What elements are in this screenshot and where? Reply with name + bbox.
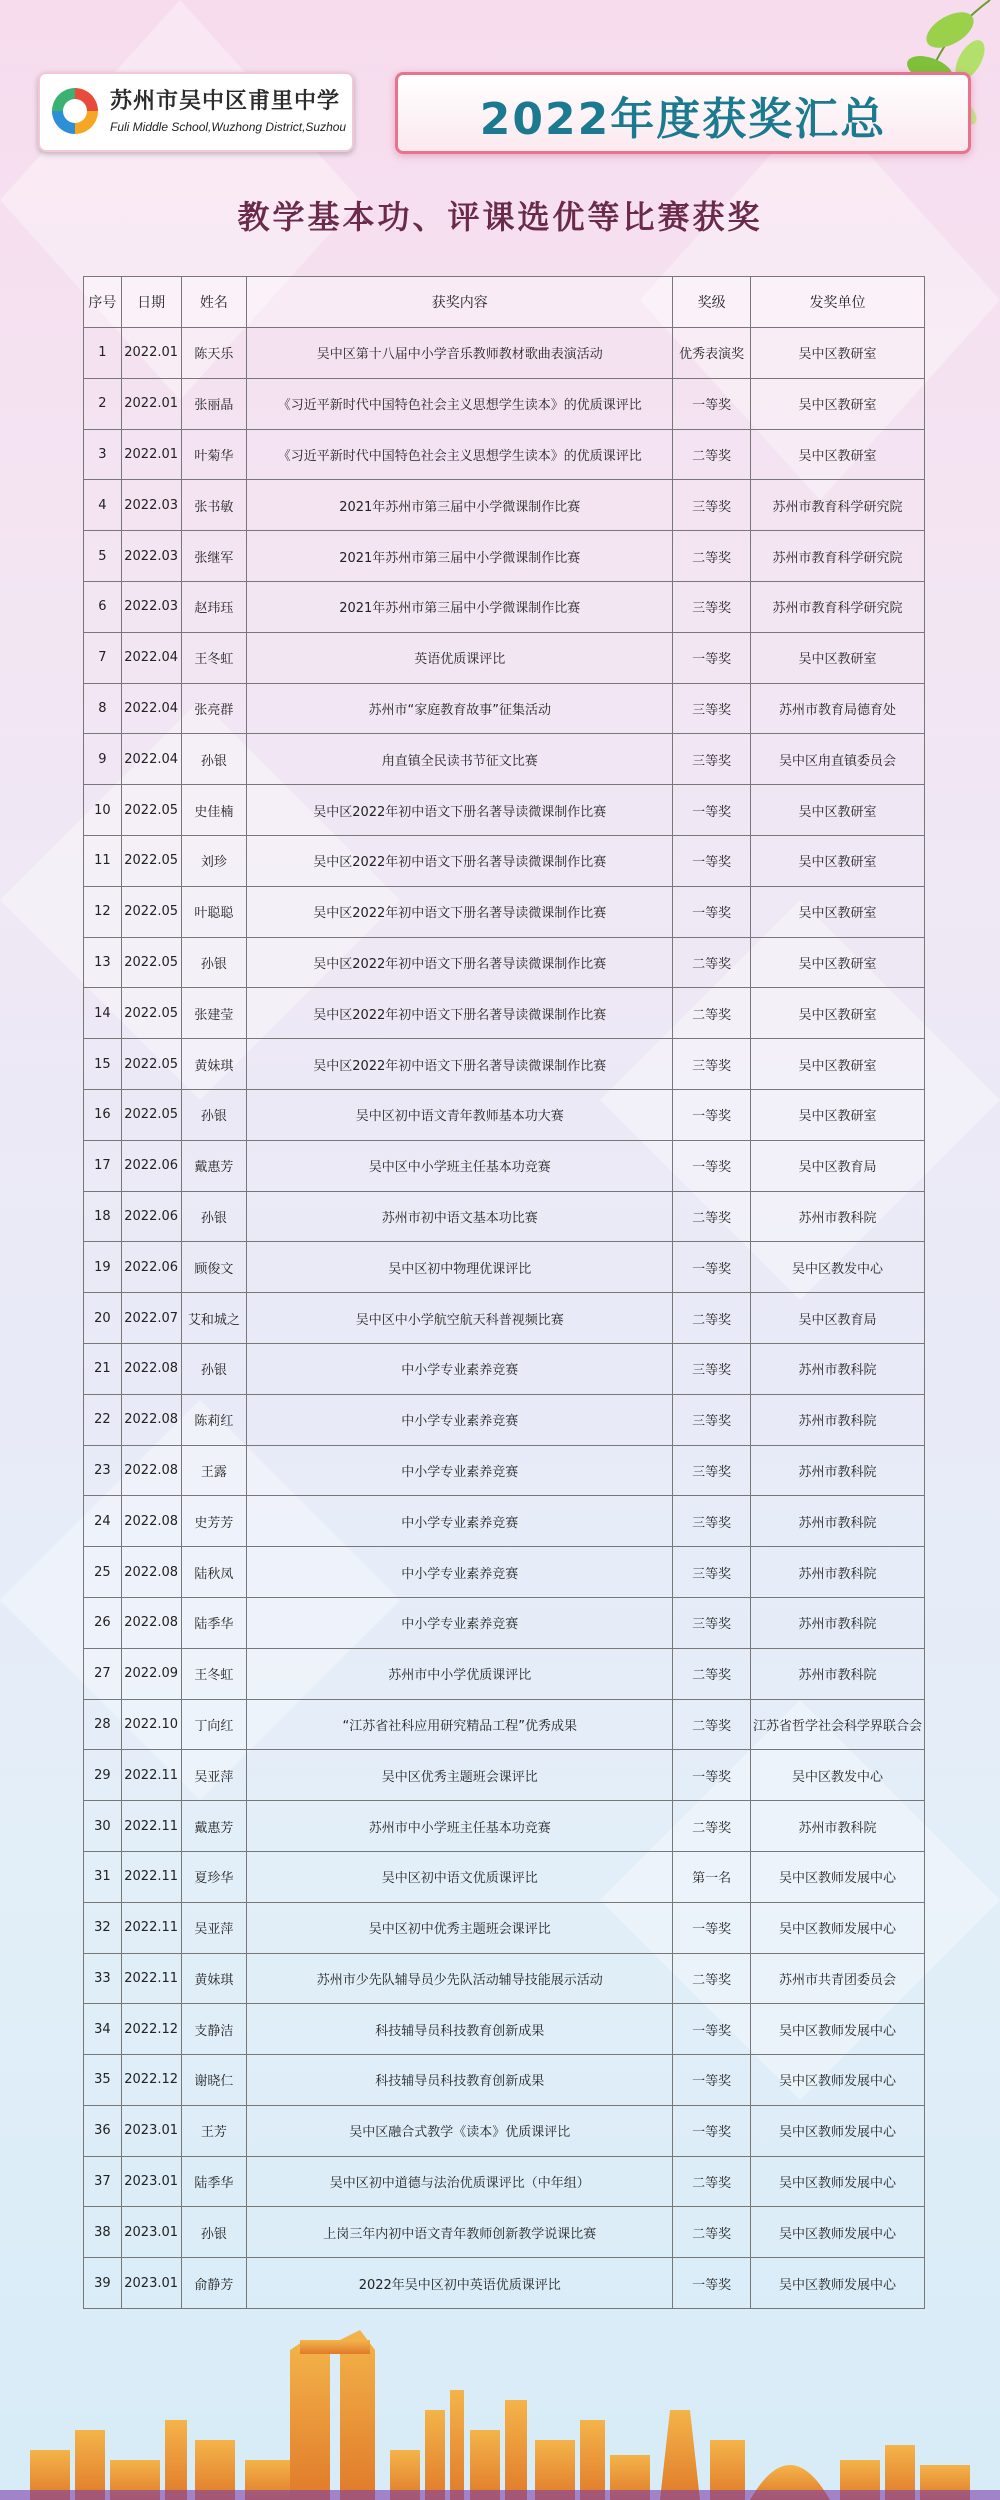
cell-issuer: 吴中区教师发展中心	[750, 2207, 924, 2258]
table-row	[84, 1648, 925, 1699]
cell-index: 14	[84, 988, 122, 1039]
cell-level: 一等奖	[673, 378, 751, 429]
cell-level: 一等奖	[673, 2004, 751, 2055]
cell-content: 2022年吴中区初中英语优质课评比	[247, 2258, 673, 2309]
table-row	[84, 1496, 925, 1547]
cell-index: 22	[84, 1394, 122, 1445]
cell-name: 张继军	[181, 531, 246, 582]
cell-date: 2022.05	[121, 1039, 181, 1090]
cell-issuer: 苏州市教科院	[750, 1648, 924, 1699]
cell-content: 科技辅导员科技教育创新成果	[247, 2004, 673, 2055]
cell-name: 陈莉红	[181, 1394, 246, 1445]
cell-issuer: 吴中区教师发展中心	[750, 2055, 924, 2106]
cell-level: 一等奖	[673, 835, 751, 886]
cell-level: 三等奖	[673, 1343, 751, 1394]
cell-issuer: 苏州市教科院	[750, 1343, 924, 1394]
cell-level: 一等奖	[673, 1242, 751, 1293]
header-issuer: 发奖单位	[750, 277, 924, 328]
cell-index: 16	[84, 1089, 122, 1140]
header-level: 奖级	[673, 277, 751, 328]
table-row	[84, 378, 925, 429]
cell-name: 吴亚萍	[181, 1902, 246, 1953]
cell-level: 二等奖	[673, 988, 751, 1039]
cell-issuer: 吴中区教研室	[750, 632, 924, 683]
cell-name: 陆季华	[181, 1597, 246, 1648]
cell-date: 2022.09	[121, 1648, 181, 1699]
cell-index: 30	[84, 1801, 122, 1852]
cell-content: 上岗三年内初中语文青年教师创新教学说课比赛	[247, 2207, 673, 2258]
cell-date: 2022.01	[121, 328, 181, 379]
table-row	[84, 1750, 925, 1801]
cell-date: 2022.08	[121, 1547, 181, 1598]
cell-name: 王冬虹	[181, 1648, 246, 1699]
cell-name: 夏珍华	[181, 1851, 246, 1902]
cell-content: 中小学专业素养竞赛	[247, 1394, 673, 1445]
cell-content: 中小学专业素养竞赛	[247, 1445, 673, 1496]
cell-issuer: 苏州市共青团委员会	[750, 1953, 924, 2004]
cell-content: 吴中区2022年初中语文下册名著导读微课制作比赛	[247, 835, 673, 886]
cell-content: 中小学专业素养竞赛	[247, 1343, 673, 1394]
cell-content: 中小学专业素养竞赛	[247, 1547, 673, 1598]
cell-date: 2022.04	[121, 632, 181, 683]
table-row	[84, 1242, 925, 1293]
cell-content: 吴中区融合式教学《读本》优质课评比	[247, 2105, 673, 2156]
table-row	[84, 581, 925, 632]
cell-content: 中小学专业素养竞赛	[247, 1496, 673, 1547]
cell-date: 2022.06	[121, 1191, 181, 1242]
table-row	[84, 2004, 925, 2055]
cell-date: 2022.05	[121, 835, 181, 886]
cell-index: 29	[84, 1750, 122, 1801]
cell-level: 三等奖	[673, 480, 751, 531]
cell-level: 一等奖	[673, 1140, 751, 1191]
cell-date: 2022.05	[121, 988, 181, 1039]
cell-date: 2022.08	[121, 1394, 181, 1445]
cell-content: “江苏省社科应用研究精品工程”优秀成果	[247, 1699, 673, 1750]
cell-level: 一等奖	[673, 785, 751, 836]
cell-issuer: 吴中区教育局	[750, 1140, 924, 1191]
table-row	[84, 1445, 925, 1496]
header-content: 获奖内容	[247, 277, 673, 328]
cell-name: 孙银	[181, 937, 246, 988]
cell-date: 2022.10	[121, 1699, 181, 1750]
cell-index: 32	[84, 1902, 122, 1953]
cell-level: 二等奖	[673, 1648, 751, 1699]
cell-index: 24	[84, 1496, 122, 1547]
cell-name: 张书敏	[181, 480, 246, 531]
cell-name: 黄妹琪	[181, 1039, 246, 1090]
cell-content: 中小学专业素养竞赛	[247, 1597, 673, 1648]
cell-index: 26	[84, 1597, 122, 1648]
cell-issuer: 吴中区教研室	[750, 1039, 924, 1090]
cell-index: 18	[84, 1191, 122, 1242]
cell-issuer: 吴中区教研室	[750, 988, 924, 1039]
cell-index: 36	[84, 2105, 122, 2156]
cell-date: 2022.01	[121, 429, 181, 480]
cell-date: 2022.08	[121, 1496, 181, 1547]
cell-date: 2022.05	[121, 1089, 181, 1140]
table-row	[84, 886, 925, 937]
cell-index: 31	[84, 1851, 122, 1902]
cell-name: 史芳芳	[181, 1496, 246, 1547]
cell-date: 2022.08	[121, 1445, 181, 1496]
cell-date: 2022.06	[121, 1242, 181, 1293]
cell-issuer: 吴中区教发中心	[750, 1242, 924, 1293]
cell-name: 张亮群	[181, 683, 246, 734]
cell-level: 三等奖	[673, 734, 751, 785]
cell-issuer: 吴中区教研室	[750, 937, 924, 988]
table-row	[84, 1953, 925, 2004]
cell-date: 2022.12	[121, 2055, 181, 2106]
cell-date: 2022.03	[121, 531, 181, 582]
cell-content: 吴中区初中道德与法治优质课评比（中年组）	[247, 2156, 673, 2207]
cell-content: 科技辅导员科技教育创新成果	[247, 2055, 673, 2106]
cell-index: 12	[84, 886, 122, 937]
cell-name: 戴惠芳	[181, 1801, 246, 1852]
table-row	[84, 2105, 925, 2156]
cell-content: 吴中区初中语文优质课评比	[247, 1851, 673, 1902]
cell-level: 三等奖	[673, 683, 751, 734]
cell-name: 孙银	[181, 1191, 246, 1242]
table-row	[84, 1039, 925, 1090]
table-row	[84, 937, 925, 988]
cell-issuer: 苏州市教科院	[750, 1191, 924, 1242]
cell-level: 二等奖	[673, 1293, 751, 1344]
cell-name: 黄妹琪	[181, 1953, 246, 2004]
cell-issuer: 吴中区教师发展中心	[750, 2105, 924, 2156]
table-row	[84, 429, 925, 480]
cell-content: 苏州市初中语文基本功比赛	[247, 1191, 673, 1242]
cell-name: 吴亚萍	[181, 1750, 246, 1801]
cell-content: 吴中区2022年初中语文下册名著导读微课制作比赛	[247, 937, 673, 988]
cell-date: 2023.01	[121, 2258, 181, 2309]
cell-level: 优秀表演奖	[673, 328, 751, 379]
cell-content: 吴中区初中优秀主题班会课评比	[247, 1902, 673, 1953]
cell-issuer: 吴中区教研室	[750, 1089, 924, 1140]
table-row	[84, 988, 925, 1039]
cell-date: 2022.12	[121, 2004, 181, 2055]
cell-name: 陆季华	[181, 2156, 246, 2207]
cell-level: 三等奖	[673, 1597, 751, 1648]
table-row	[84, 1699, 925, 1750]
cell-name: 史佳楠	[181, 785, 246, 836]
table-row	[84, 1547, 925, 1598]
table-row	[84, 1902, 925, 1953]
cell-index: 3	[84, 429, 122, 480]
cell-content: 《习近平新时代中国特色社会主义思想学生读本》的优质课评比	[247, 429, 673, 480]
cell-issuer: 吴中区教师发展中心	[750, 1851, 924, 1902]
cell-date: 2022.08	[121, 1343, 181, 1394]
cell-issuer: 吴中区甪直镇委员会	[750, 734, 924, 785]
cell-level: 一等奖	[673, 1902, 751, 1953]
school-name-en: Fuli Middle School,Wuzhong District,Suzhou	[110, 120, 347, 134]
cell-index: 15	[84, 1039, 122, 1090]
cell-level: 一等奖	[673, 632, 751, 683]
header-date: 日期	[121, 277, 181, 328]
cell-date: 2022.08	[121, 1597, 181, 1648]
cell-name: 戴惠芳	[181, 1140, 246, 1191]
table-row	[84, 480, 925, 531]
cell-content: 苏州市少先队辅导员少先队活动辅导技能展示活动	[247, 1953, 673, 2004]
cell-index: 39	[84, 2258, 122, 2309]
table-row	[84, 1597, 925, 1648]
cell-issuer: 吴中区教发中心	[750, 1750, 924, 1801]
cell-level: 第一名	[673, 1851, 751, 1902]
cell-name: 张丽晶	[181, 378, 246, 429]
cell-name: 叶聪聪	[181, 886, 246, 937]
cell-name: 丁向红	[181, 1699, 246, 1750]
cell-level: 三等奖	[673, 1394, 751, 1445]
cell-name: 陆秋凤	[181, 1547, 246, 1598]
cell-content: 吴中区2022年初中语文下册名著导读微课制作比赛	[247, 785, 673, 836]
cell-issuer: 吴中区教研室	[750, 378, 924, 429]
table-row	[84, 683, 925, 734]
cell-issuer: 吴中区教研室	[750, 886, 924, 937]
cell-level: 二等奖	[673, 1699, 751, 1750]
cell-level: 三等奖	[673, 1496, 751, 1547]
cell-issuer: 苏州市教科院	[750, 1445, 924, 1496]
cell-issuer: 苏州市教育科学研究院	[750, 480, 924, 531]
table-row	[84, 1851, 925, 1902]
page-title: 2022年度获奖汇总	[479, 94, 887, 145]
cell-name: 孙银	[181, 1089, 246, 1140]
cell-level: 一等奖	[673, 1089, 751, 1140]
table-row	[84, 2156, 925, 2207]
cell-content: 吴中区2022年初中语文下册名著导读微课制作比赛	[247, 1039, 673, 1090]
cell-index: 10	[84, 785, 122, 836]
cell-level: 三等奖	[673, 1039, 751, 1090]
table-header-row	[84, 277, 925, 328]
cell-content: 2021年苏州市第三届中小学微课制作比赛	[247, 531, 673, 582]
table-body	[84, 328, 925, 2309]
cell-content: 英语优质课评比	[247, 632, 673, 683]
cell-level: 三等奖	[673, 581, 751, 632]
cell-date: 2022.01	[121, 378, 181, 429]
cell-issuer: 吴中区教师发展中心	[750, 2258, 924, 2309]
cell-index: 9	[84, 734, 122, 785]
cell-date: 2022.11	[121, 1801, 181, 1852]
table-row	[84, 835, 925, 886]
table-row	[84, 1089, 925, 1140]
table-row	[84, 632, 925, 683]
cell-level: 一等奖	[673, 886, 751, 937]
cell-issuer: 吴中区教师发展中心	[750, 2004, 924, 2055]
cell-name: 艾和城之	[181, 1293, 246, 1344]
cell-name: 顾俊文	[181, 1242, 246, 1293]
cell-level: 二等奖	[673, 1953, 751, 2004]
cell-issuer: 苏州市教科院	[750, 1547, 924, 1598]
cell-index: 13	[84, 937, 122, 988]
cell-index: 35	[84, 2055, 122, 2106]
cell-index: 34	[84, 2004, 122, 2055]
cell-issuer: 苏州市教科院	[750, 1597, 924, 1648]
cell-index: 1	[84, 328, 122, 379]
cell-issuer: 苏州市教育科学研究院	[750, 531, 924, 582]
cell-content: 苏州市“家庭教育故事”征集活动	[247, 683, 673, 734]
cell-issuer: 吴中区教研室	[750, 328, 924, 379]
cell-content: 吴中区2022年初中语文下册名著导读微课制作比赛	[247, 886, 673, 937]
cell-content: 《习近平新时代中国特色社会主义思想学生读本》的优质课评比	[247, 378, 673, 429]
cell-issuer: 苏州市教科院	[750, 1394, 924, 1445]
cell-name: 赵玮珏	[181, 581, 246, 632]
cell-issuer: 吴中区教研室	[750, 785, 924, 836]
cell-content: 吴中区第十八届中小学音乐教师教材歌曲表演活动	[247, 328, 673, 379]
cell-name: 孙银	[181, 1343, 246, 1394]
table-row	[84, 531, 925, 582]
cell-index: 21	[84, 1343, 122, 1394]
cell-level: 一等奖	[673, 2055, 751, 2106]
table-row	[84, 2207, 925, 2258]
cell-level: 二等奖	[673, 1801, 751, 1852]
cell-level: 二等奖	[673, 2156, 751, 2207]
cell-level: 一等奖	[673, 2258, 751, 2309]
cell-date: 2022.04	[121, 734, 181, 785]
cell-name: 支静洁	[181, 2004, 246, 2055]
cell-index: 20	[84, 1293, 122, 1344]
cell-date: 2022.11	[121, 1851, 181, 1902]
table-row	[84, 1293, 925, 1344]
cell-index: 33	[84, 1953, 122, 2004]
cell-name: 王露	[181, 1445, 246, 1496]
cell-content: 2021年苏州市第三届中小学微课制作比赛	[247, 581, 673, 632]
table-row	[84, 328, 925, 379]
school-name-cn: 苏州市吴中区甫里中学	[110, 88, 341, 114]
cell-index: 25	[84, 1547, 122, 1598]
cell-index: 8	[84, 683, 122, 734]
cell-level: 二等奖	[673, 531, 751, 582]
cell-name: 孙银	[181, 734, 246, 785]
title-banner	[395, 72, 971, 154]
cell-content: 苏州市中小学优质课评比	[247, 1648, 673, 1699]
cell-name: 谢晓仁	[181, 2055, 246, 2106]
cell-content: 吴中区初中物理优课评比	[247, 1242, 673, 1293]
cell-content: 吴中区初中语文青年教师基本功大赛	[247, 1089, 673, 1140]
cell-level: 三等奖	[673, 1445, 751, 1496]
cell-index: 5	[84, 531, 122, 582]
cell-issuer: 苏州市教科院	[750, 1496, 924, 1547]
cell-name: 孙银	[181, 2207, 246, 2258]
cell-index: 23	[84, 1445, 122, 1496]
cell-date: 2022.03	[121, 480, 181, 531]
section-title: 教学基本功、评课选优等比赛获奖	[237, 198, 763, 236]
cell-content: 吴中区中小学航空航天科普视频比赛	[247, 1293, 673, 1344]
cell-level: 一等奖	[673, 2105, 751, 2156]
table-row	[84, 1191, 925, 1242]
cell-issuer: 苏州市教育科学研究院	[750, 581, 924, 632]
cell-date: 2022.11	[121, 1750, 181, 1801]
awards-table	[83, 276, 925, 2309]
cell-date: 2023.01	[121, 2105, 181, 2156]
cell-name: 王冬虹	[181, 632, 246, 683]
school-logo	[38, 72, 354, 152]
table-row	[84, 1140, 925, 1191]
cell-name: 王芳	[181, 2105, 246, 2156]
cell-level: 二等奖	[673, 2207, 751, 2258]
cell-date: 2022.11	[121, 1953, 181, 2004]
table-row	[84, 2055, 925, 2106]
table-row	[84, 1394, 925, 1445]
table-row	[84, 1801, 925, 1852]
cell-issuer: 吴中区教师发展中心	[750, 2156, 924, 2207]
cell-date: 2022.07	[121, 1293, 181, 1344]
cell-index: 6	[84, 581, 122, 632]
cell-issuer: 吴中区教师发展中心	[750, 1902, 924, 1953]
cell-index: 2	[84, 378, 122, 429]
table-row	[84, 2258, 925, 2309]
cell-index: 37	[84, 2156, 122, 2207]
cell-content: 吴中区中小学班主任基本功竞赛	[247, 1140, 673, 1191]
cell-index: 38	[84, 2207, 122, 2258]
cell-index: 27	[84, 1648, 122, 1699]
cell-index: 17	[84, 1140, 122, 1191]
cell-index: 7	[84, 632, 122, 683]
cell-date: 2022.06	[121, 1140, 181, 1191]
cell-level: 二等奖	[673, 1191, 751, 1242]
cell-issuer: 吴中区教研室	[750, 429, 924, 480]
cell-level: 二等奖	[673, 937, 751, 988]
city-skyline	[0, 2310, 1000, 2500]
table-row	[84, 1343, 925, 1394]
cell-index: 19	[84, 1242, 122, 1293]
cell-content: 2021年苏州市第三届中小学微课制作比赛	[247, 480, 673, 531]
cell-date: 2022.03	[121, 581, 181, 632]
table-row	[84, 785, 925, 836]
cell-index: 4	[84, 480, 122, 531]
cell-date: 2023.01	[121, 2156, 181, 2207]
cell-index: 28	[84, 1699, 122, 1750]
cell-level: 一等奖	[673, 1750, 751, 1801]
cell-issuer: 吴中区教育局	[750, 1293, 924, 1344]
cell-name: 刘珍	[181, 835, 246, 886]
cell-issuer: 吴中区教研室	[750, 835, 924, 886]
cell-content: 吴中区优秀主题班会课评比	[247, 1750, 673, 1801]
cell-date: 2022.05	[121, 886, 181, 937]
cell-date: 2023.01	[121, 2207, 181, 2258]
cell-content: 吴中区2022年初中语文下册名著导读微课制作比赛	[247, 988, 673, 1039]
cell-date: 2022.05	[121, 937, 181, 988]
cell-issuer: 苏州市教科院	[750, 1801, 924, 1852]
cell-date: 2022.11	[121, 1902, 181, 1953]
header-index: 序号	[84, 277, 122, 328]
cell-date: 2022.05	[121, 785, 181, 836]
cell-name: 俞静芳	[181, 2258, 246, 2309]
cell-issuer: 江苏省哲学社会科学界联合会	[750, 1699, 924, 1750]
cell-name: 陈天乐	[181, 328, 246, 379]
cell-index: 11	[84, 835, 122, 886]
cell-date: 2022.04	[121, 683, 181, 734]
table-row	[84, 734, 925, 785]
cell-name: 张建莹	[181, 988, 246, 1039]
cell-content: 甪直镇全民读书节征文比赛	[247, 734, 673, 785]
cell-content: 苏州市中小学班主任基本功竞赛	[247, 1801, 673, 1852]
cell-issuer: 苏州市教育局德育处	[750, 683, 924, 734]
cell-name: 叶菊华	[181, 429, 246, 480]
header-name: 姓名	[181, 277, 246, 328]
cell-level: 三等奖	[673, 1547, 751, 1598]
school-emblem-icon	[52, 88, 98, 134]
cell-level: 二等奖	[673, 429, 751, 480]
